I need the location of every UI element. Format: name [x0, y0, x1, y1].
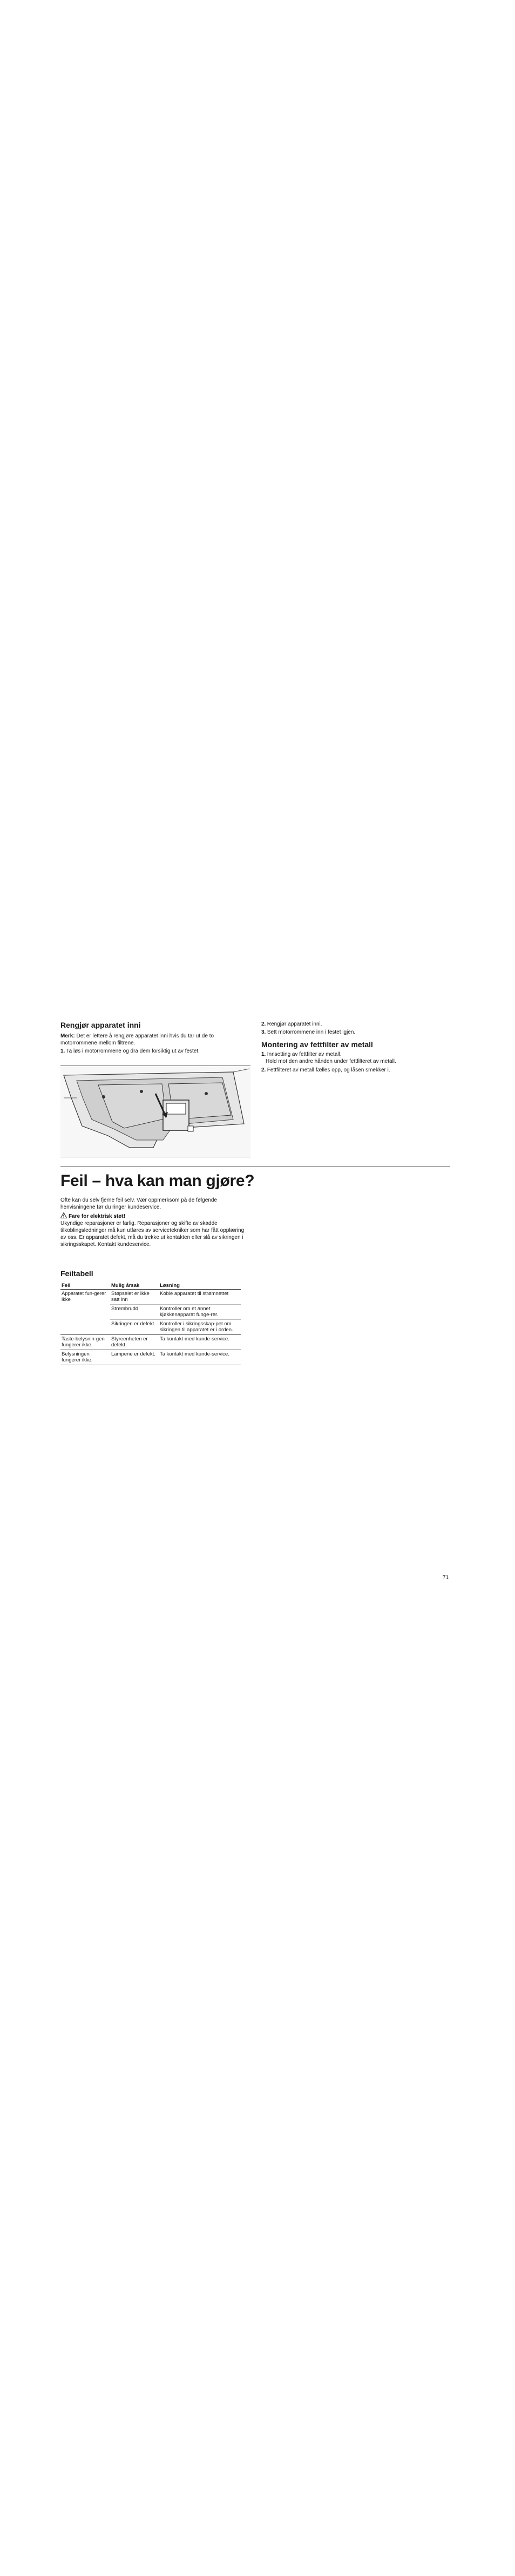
- cause-cell: Lampene er defekt.: [110, 1350, 159, 1365]
- table-row: [60, 1320, 241, 1335]
- step-number: 2.: [261, 1067, 266, 1073]
- note-text: Det er lettere å rengjøre apparatet inni hvis du tar ut de to motorrommene mellom filtrene.: [60, 1033, 214, 1046]
- step-item: [261, 1067, 456, 1074]
- cause-cell: Styreenheten er defekt.: [110, 1335, 159, 1350]
- cause-cell: Strømbrudd: [110, 1305, 159, 1320]
- warning-heading: [60, 1212, 249, 1220]
- column-header: Feil: [60, 1282, 110, 1290]
- step-text: Fettfilteret av metall fælles opp, og låsen smekker i.: [267, 1067, 390, 1073]
- column-header: Løsning: [159, 1282, 241, 1290]
- step-item: [261, 1029, 450, 1036]
- troubleshooting-intro: Ofte kan du selv fjerne feil selv. Vær oppmerksom på de følgende henvisningene før du ringer kundeservice.: [60, 1197, 217, 1210]
- warning-triangle-icon: [60, 1212, 67, 1218]
- troubleshooting-title: Feil – hva kan man gjøre?: [60, 1172, 255, 1190]
- step-text: Sett motorrommene inn i festet igjen.: [267, 1029, 356, 1035]
- step-number: 2.: [261, 1021, 266, 1027]
- step-item: [60, 1048, 249, 1055]
- note-label: Merk:: [60, 1033, 75, 1039]
- step-text: Innsetting av fettfilter av metall.: [267, 1051, 342, 1057]
- section-title-metal-filter: Montering av fettfilter av metall: [261, 1040, 373, 1049]
- note-paragraph: [60, 1033, 249, 1047]
- fault-cell: [60, 1320, 110, 1335]
- table-row: [60, 1305, 241, 1320]
- solution-cell: Ta kontakt med kunde-service.: [159, 1335, 241, 1350]
- step-subtext: Hold mot den andre hånden under fettfilteret av metall.: [266, 1058, 396, 1064]
- column-header: Mulig årsak: [110, 1282, 159, 1290]
- table-row: [60, 1350, 241, 1365]
- fault-cell: Apparatet fun-gerer ikke: [62, 1291, 106, 1303]
- step-number: 1.: [261, 1051, 266, 1057]
- fault-table: [60, 1282, 241, 1365]
- cause-cell: Sikringen er defekt.: [110, 1320, 159, 1335]
- warning-title: Fare for elektrisk støt!: [69, 1213, 126, 1219]
- fault-cell: Taste-belysnin-gen fungerer ikke.: [60, 1335, 110, 1350]
- step-number: 3.: [261, 1029, 266, 1035]
- divider-marker: [60, 1162, 63, 1164]
- hood-interior-illustration: [60, 1066, 250, 1157]
- step-item: [261, 1021, 450, 1028]
- table-header-row: [60, 1282, 241, 1290]
- step-text: Rengjør apparatet inni.: [267, 1021, 322, 1027]
- section-title-clean-inside: Rengjør apparatet inni: [60, 1021, 141, 1029]
- step-item: [261, 1051, 456, 1065]
- table-row: [60, 1335, 241, 1350]
- fault-cell: [60, 1305, 110, 1320]
- solution-cell: Ta kontakt med kunde-service.: [159, 1350, 241, 1365]
- solution-cell: Kontroller om et annet kjøkkenapparat funge-rer.: [159, 1305, 241, 1320]
- table-row: [60, 1290, 241, 1305]
- warning-text: Ukyndige reparasjoner er farlig. Reparasjoner og skifte av skadde tilkoblingsledninger må kun utføres av servicetekniker som har fått opplæring av oss. Er apparatet defekt, må du trekke ut kontakten eller slå av sikringen i sikringsskapet. Kontakt kundeservice.: [60, 1220, 245, 1247]
- cause-cell: Støpselet er ikke satt inn: [110, 1290, 159, 1305]
- solution-cell: Kontroller i sikringsskap-pet om sikringen til apparatet er i orden.: [159, 1320, 241, 1335]
- step-text: Ta løs i motorrommene og dra dem forsiktig ut av festet.: [66, 1048, 200, 1054]
- fault-table-title: Feiltabell: [60, 1269, 93, 1278]
- page-number: 71: [443, 1575, 449, 1581]
- solution-cell: Koble apparatet til strømnettet: [159, 1290, 241, 1305]
- step-number: 1.: [60, 1048, 65, 1054]
- fault-cell: Belysningen fungerer ikke.: [60, 1350, 110, 1365]
